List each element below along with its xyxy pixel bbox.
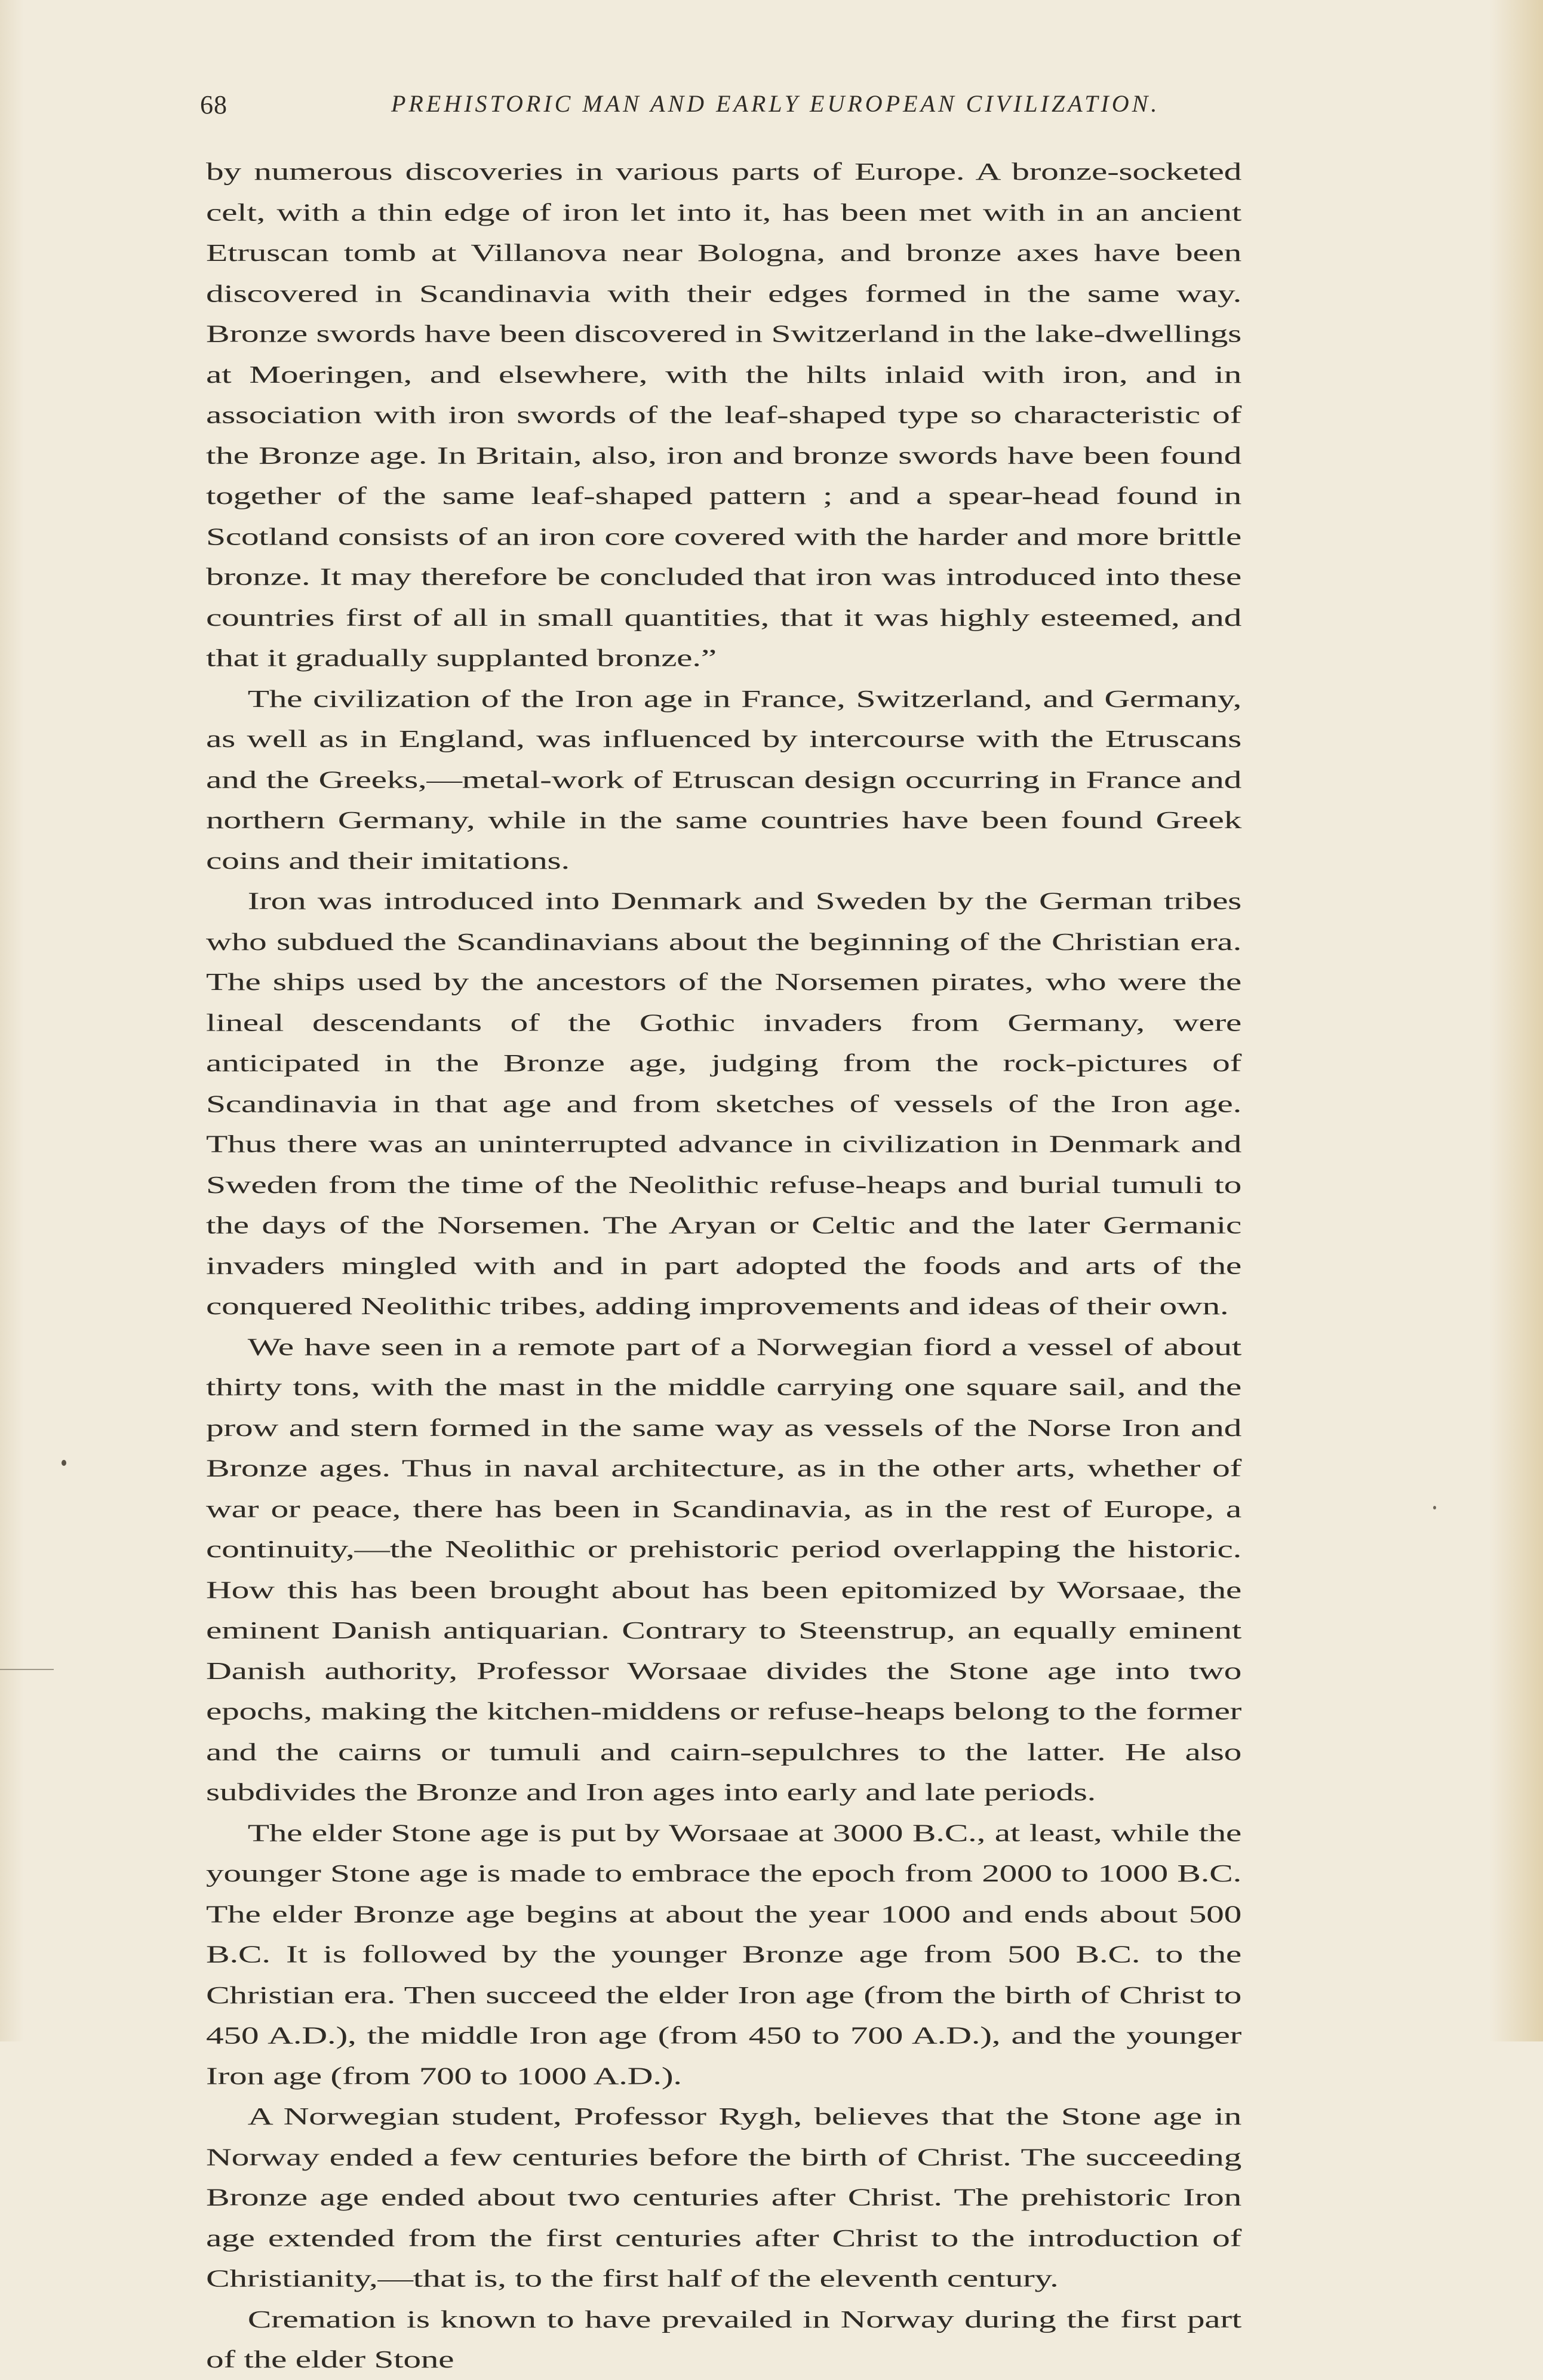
paragraph-rygh: A Norwegian student, Professor Rygh, believes that the Stone age in Norway ended a few centuries before the birth of Christ. The succeeding Bronze age ended about two centuries after Christ. The prehistoric Iron age extended from the first centuries after Christ to the introduction of Christianity,—that is, to the first half of the eleventh century. (206, 2102, 1242, 2292)
paragraph-iron-age-civilization: The civilization of the Iron age in France, Switzerland, and Germany, as well as in England, was influenced by intercourse with the Etruscans and the Greeks,—metal-work of Etruscan design occurring in France and northern Germany, while in the same countries have been found Greek coins and their imitations. (206, 684, 1242, 875)
margin-ink-mark (62, 1460, 66, 1466)
margin-pencil-mark (0, 1669, 54, 1670)
running-head (200, 90, 1233, 125)
paragraph-norwegian-fiord: We have seen in a remote part of a Norwegian fiord a vessel of about thirty tons, with the mast in the middle carrying one square sail, and the prow and stern formed in the same way as vessels of the Norse Iron and Bronze ages. Thus in naval architecture, as in the other arts, whether of war or peace, there has been in Scandinavia, as in the rest of Europe, a continuity,—the Neolithic or prehistoric period overlapping the historic. How this has been brought about has been epitomized by Worsaae, the eminent Danish antiquarian. Contrary to Steenstrup, an equally eminent Danish authority, Professor Worsaae divides the Stone age into two epochs, making the kitchen-middens or refuse-heaps belong to the former and the cairns or tumuli and cairn-sepulchres to the latter. He also subdivides the Bronze and Iron ages into early and late periods. (206, 1333, 1242, 1806)
page-number: 68 (200, 90, 228, 119)
page-edge-shadow-left (0, 0, 24, 2041)
paragraph-cremation: Cremation is known to have prevailed in Norway during the first part of the elder Stone (206, 2305, 1242, 2373)
paragraph-continued: by numerous discoveries in various parts of Europe. A bronze-socketed celt, with a thin edge of iron let into it, has been met with in an ancient Etruscan tomb at Villanova near Bologna, and bronze axes have been discovered in Scandinavia with their edges formed in the same way. Bronze swords have been discovered in Switzerland in the lake-dwellings at Moeringen, and elsewhere, with the hilts inlaid with iron, and in association with iron swords of the leaf-shaped type so characteristic of the Bronze age. In Britain, also, iron and bronze swords have been found together of the same leaf-shaped pattern ; and a spear-head found in Scotland consists of an iron core covered with the harder and more brittle bronze. It may therefore be concluded that iron was introduced into these countries first of all in small quantities, that it was highly esteemed, and that it gradually supplanted bronze.” (206, 158, 1241, 672)
running-title: PREHISTORIC MAN AND EARLY EUROPEAN CIVILIZATION. (391, 90, 1160, 117)
text-body (206, 152, 1241, 2380)
page-edge-shadow-right (1489, 0, 1543, 2041)
margin-ink-speck (1433, 1506, 1436, 1509)
paragraph-denmark-sweden: Iron was introduced into Denmark and Sweden by the German tribes who subdued the Scandinavians about the beginning of the Christian era. The ships used by the ancestors of the Norsemen pirates, who were the lineal descendants of the Gothic invaders from Germany, were anticipated in the Bronze age, judging from the rock-pictures of Scandinavia in that age and from sketches of vessels of the Iron age. Thus there was an uninterrupted advance in civilization in Denmark and Sweden from the time of the Neolithic refuse-heaps and burial tumuli to the days of the Norsemen. The Aryan or Celtic and the later Germanic invaders mingled with and in part adopted the foods and arts of the conquered Neolithic tribes, adding improvements and ideas of their own. (206, 887, 1242, 1320)
paragraph-worsaae-chronology: The elder Stone age is put by Worsaae at 3000 B.C., at least, while the younger Stone age is made to embrace the epoch from 2000 to 1000 B.C. The elder Bronze age begins at about the year 1000 and ends about 500 B.C. It is followed by the younger Bronze age from 500 B.C. to the Christian era. Then succeed the elder Iron age (from the birth of Christ to 450 A.D.), the middle Iron age (from 450 to 700 A.D.), and the younger Iron age (from 700 to 1000 A.D.). (206, 1819, 1242, 2090)
